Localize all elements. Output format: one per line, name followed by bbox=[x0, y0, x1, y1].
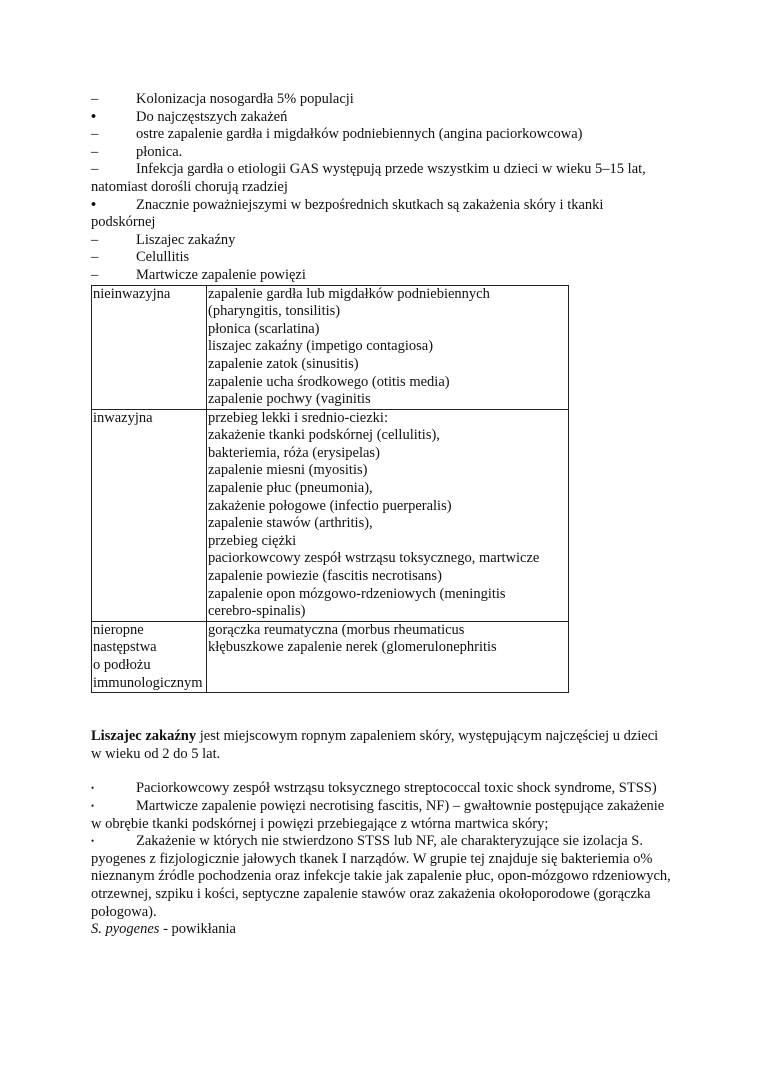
list-item bbox=[91, 109, 671, 127]
species-name: S. pyogenes bbox=[91, 921, 160, 938]
content-line: liszajec zakaźny (impetigo contagiosa) bbox=[208, 338, 434, 355]
list-item bbox=[91, 249, 671, 267]
content-line: przebieg lekki i srednio-ciezki: bbox=[208, 409, 388, 426]
list-marker: • bbox=[91, 196, 97, 213]
list-marker: – bbox=[91, 126, 99, 143]
list-item-text: Celullitis bbox=[136, 249, 190, 266]
label-line: nieinwazyjna bbox=[93, 285, 171, 302]
list-item-text: Infekcja gardła o etiologii GAS występują przede wszystkim u dzieci w wieku 5–15 lat, natomiast dorośli chorują rzadziej bbox=[91, 161, 646, 195]
list-item-text: Do najczęstszych zakażeń bbox=[136, 108, 288, 125]
impetigo-paragraph bbox=[91, 728, 671, 763]
list-item bbox=[91, 126, 671, 144]
content-line: gorączka reumatyczna (morbus rheumaticus bbox=[208, 621, 465, 638]
content-line: zapalenie opon mózgowo-rdzeniowych (meningitis bbox=[208, 585, 506, 602]
list-item-text: Martwicze zapalenie powięzi necrotising fascitis, NF) – gwałtownie postępujące zakażenie w obrębie tkanki podskórnej i powięzi przebiegające z wtórna martwica skóry; bbox=[91, 797, 665, 832]
content-line: paciorkowcowy zespół wstrząsu toksycznego, martwicze bbox=[208, 550, 540, 567]
complications-suffix: - powikłania bbox=[159, 921, 236, 938]
list-marker: – bbox=[91, 231, 99, 248]
list-item bbox=[91, 91, 671, 109]
streptococcal-infections-table bbox=[91, 285, 569, 694]
content-line: zakażenie tkanki podskórnej (cellulitis), bbox=[208, 427, 440, 444]
list-marker: – bbox=[91, 249, 99, 266]
complications-heading bbox=[91, 921, 671, 939]
list-item bbox=[91, 267, 671, 285]
content-line: zapalenie ucha środkowego (otitis media) bbox=[208, 373, 450, 390]
list-item bbox=[91, 833, 671, 921]
list-item bbox=[91, 798, 671, 833]
label-line: następstwa bbox=[93, 639, 157, 656]
table-row-content bbox=[207, 621, 569, 692]
label-line: immunologicznym bbox=[93, 674, 203, 691]
list-item bbox=[91, 161, 671, 196]
content-line: zapalenie gardła lub migdałków podniebiennych bbox=[208, 285, 490, 302]
list-item bbox=[91, 144, 671, 162]
list-marker: – bbox=[91, 266, 99, 283]
table-row-label bbox=[92, 621, 207, 692]
list-item-text: Znacznie poważniejszymi w bezpośrednich skutkach są zakażenia skóry i tkanki podskórnej bbox=[91, 196, 604, 231]
list-item-text: Liszajec zakaźny bbox=[136, 231, 236, 248]
list-marker: – bbox=[91, 143, 99, 160]
impetigo-description: jest miejscowym ropnym zapaleniem skóry, występującym najczęściej u dzieci w wieku od 2 do 5 lat. bbox=[91, 728, 659, 762]
document-page bbox=[91, 91, 671, 939]
list-marker: • bbox=[91, 800, 95, 811]
list-item-text: ostre zapalenie gardła i migdałków podniebiennych (angina paciorkowcowa) bbox=[136, 126, 583, 143]
list-intro bbox=[91, 91, 671, 285]
list-item-text: Zakażenie w których nie stwierdzono STSS lub NF, ale charakteryzujące sie izolacja S. pyogenes z fizjologicznie jałowych tkanek I narządów. W grupie tej znajduje się bakteriemia o% nieznanym źródle pochodzenia oraz infekcje takie jak zapalenie płuc, opon-mózgowo rdzeniowych, otrzewnej, szpiku i kości, septyczne zapalenie stawów oraz zakażenia okołoporodowe (gorączka połogowa). bbox=[91, 833, 671, 920]
table-row bbox=[92, 409, 569, 621]
list-item bbox=[91, 780, 671, 798]
content-line: zakażenie połogowe (infectio puerperalis) bbox=[208, 497, 452, 514]
list-item-text: Kolonizacja nosogardła 5% populacji bbox=[136, 91, 354, 107]
label-line: nieropne bbox=[93, 621, 144, 638]
list-item-text: płonica. bbox=[136, 143, 183, 160]
label-line: o podłożu bbox=[93, 657, 151, 673]
label-line: inwazyjna bbox=[93, 409, 153, 426]
list-item bbox=[91, 197, 671, 232]
table-row-content bbox=[207, 409, 569, 621]
table-row-label bbox=[92, 409, 207, 621]
table-row-label bbox=[92, 285, 207, 409]
content-line: zapalenie stawów (arthritis), bbox=[208, 515, 373, 532]
table-row-content bbox=[207, 285, 569, 409]
content-line: (pharyngitis, tonsilitis) bbox=[208, 303, 341, 320]
content-line: zapalenie zatok (sinusitis) bbox=[208, 355, 359, 372]
content-line: bakteriemia, róża (erysipelas) bbox=[208, 444, 380, 461]
list-marker: – bbox=[91, 91, 99, 107]
table-row bbox=[92, 285, 569, 409]
list-marker: • bbox=[91, 783, 95, 794]
list-marker: • bbox=[91, 108, 97, 125]
list-marker: – bbox=[91, 161, 99, 178]
list-complications bbox=[91, 780, 671, 921]
list-item-text: Paciorkowcowy zespół wstrząsu toksycznego streptococcal toxic shock syndrome, STSS) bbox=[136, 780, 657, 797]
content-line: płonica (scarlatina) bbox=[208, 320, 320, 337]
content-line: zapalenie pochwy (vaginitis bbox=[208, 391, 371, 408]
content-line: przebieg ciężki bbox=[208, 532, 297, 549]
content-line: zapalenie powiezie (fascitis necrotisans) bbox=[208, 568, 442, 585]
list-marker: • bbox=[91, 836, 95, 847]
content-line: zapalenie płuc (pneumonia), bbox=[208, 480, 373, 497]
impetigo-term: Liszajec zakaźny bbox=[91, 728, 197, 745]
content-line: cerebro-spinalis) bbox=[208, 603, 306, 620]
list-item bbox=[91, 232, 671, 250]
content-line: kłębuszkowe zapalenie nerek (glomerulonephritis bbox=[208, 639, 497, 656]
content-line: zapalenie miesni (myositis) bbox=[208, 462, 368, 479]
table-row bbox=[92, 621, 569, 692]
list-item-text: Martwicze zapalenie powięzi bbox=[136, 266, 306, 283]
